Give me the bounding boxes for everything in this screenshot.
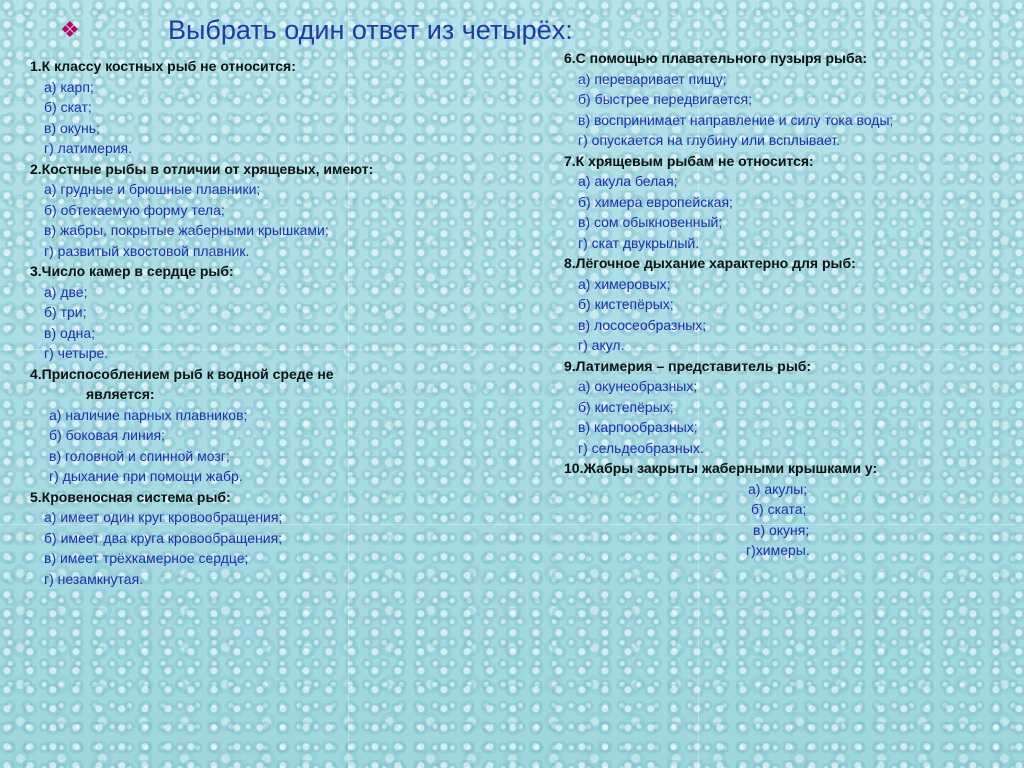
answer-option: г) латимерия. bbox=[44, 140, 133, 156]
answer-option: в) имеет трёхкамерное сердце; bbox=[44, 550, 249, 566]
answer-option: г)химеры. bbox=[746, 542, 810, 558]
question-text bbox=[30, 364, 450, 405]
question-block bbox=[30, 364, 450, 487]
answer-option: б) три; bbox=[44, 304, 87, 320]
answer-option: б) имеет два круга кровообращения; bbox=[44, 529, 283, 546]
question-block bbox=[564, 151, 994, 254]
left-question-column bbox=[30, 56, 450, 589]
answer-option: б) ската; bbox=[751, 501, 807, 517]
answer-option: а) карп; bbox=[44, 78, 94, 95]
question-text: 1.К классу костных рыб не относится: bbox=[30, 58, 296, 74]
answer-option: а) имеет один круг кровообращения; bbox=[44, 509, 283, 525]
answer-option: г) дыхание при помощи жабр. bbox=[49, 468, 243, 484]
question-text: 2.Костные рыбы в отличии от хрящевых, имеют: bbox=[30, 160, 374, 177]
answer-option: г) акул. bbox=[578, 337, 625, 353]
answer-option: б) быстрее передвигается; bbox=[578, 91, 753, 107]
answer-option: в) одна; bbox=[44, 324, 96, 341]
answer-option: в) жабры, покрытые жаберными крышками; bbox=[44, 222, 329, 238]
answer-option: б) боковая линия; bbox=[49, 427, 165, 443]
answer-option: г) опускается на глубину или всплывает. bbox=[578, 132, 841, 148]
answer-option: а) две; bbox=[44, 283, 88, 300]
question-text: 8.Лёгочное дыхание характерно для рыб: bbox=[564, 255, 856, 271]
question-block bbox=[30, 159, 450, 262]
answer-option-list bbox=[564, 479, 994, 561]
answer-option: г) развитый хвостовой плавник. bbox=[44, 242, 250, 259]
question-text: 6.С помощью плавательного пузыря рыба: bbox=[564, 50, 868, 66]
answer-option: а) акулы; bbox=[748, 480, 808, 497]
answer-option: в) карпообразных; bbox=[578, 419, 698, 435]
question-block bbox=[564, 48, 994, 151]
question-text-continuation: является: bbox=[86, 386, 155, 402]
answer-option: в) окуня; bbox=[753, 521, 810, 538]
question-block bbox=[564, 458, 994, 561]
question-text: 9.Латимерия – представитель рыб: bbox=[564, 357, 812, 374]
question-text: 5.Кровеносная система рыб: bbox=[30, 488, 231, 505]
answer-option: б) химера европейская; bbox=[578, 193, 733, 210]
answer-option: б) кистепёрых; bbox=[578, 398, 674, 415]
diamond-bullet-icon: ❖ bbox=[60, 17, 80, 42]
answer-option: б) кистепёрых; bbox=[578, 296, 674, 312]
answer-option: в) лососеобразных; bbox=[578, 316, 707, 333]
question-text-line: 4.Приспособлением рыб к водной среде не bbox=[30, 365, 334, 382]
question-block bbox=[30, 487, 450, 590]
question-block bbox=[564, 253, 994, 356]
answer-option: б) обтекаемую форму тела; bbox=[44, 201, 225, 218]
answer-option: в) окунь; bbox=[44, 119, 100, 136]
answer-option: а) химеровых; bbox=[578, 275, 671, 292]
answer-option: а) наличие парных плавников; bbox=[49, 406, 248, 423]
answer-option: в) сом обыкновенный; bbox=[578, 214, 723, 230]
question-text: 3.Число камер в сердце рыб: bbox=[30, 263, 234, 279]
answer-option: а) окунеобразных; bbox=[578, 378, 698, 394]
answer-option: г) незамкнутая. bbox=[44, 570, 144, 587]
answer-option: г) сельдеобразных. bbox=[578, 439, 704, 456]
question-block bbox=[30, 56, 450, 159]
question-block bbox=[564, 356, 994, 459]
answer-option: а) акула белая; bbox=[578, 173, 678, 189]
answer-option: а) переваривает пищу; bbox=[578, 70, 727, 87]
question-text: 7.К хрящевым рыбам не относится: bbox=[564, 152, 814, 169]
slide-header bbox=[60, 12, 573, 48]
right-question-column bbox=[564, 48, 994, 561]
answer-option: а) грудные и брюшные плавники; bbox=[44, 181, 261, 197]
answer-option: г) скат двукрылый. bbox=[578, 234, 700, 251]
answer-option: в) головной и спинной мозг; bbox=[49, 447, 230, 464]
answer-option: б) скат; bbox=[44, 99, 92, 115]
answer-option: г) четыре. bbox=[44, 345, 109, 361]
question-text: 10.Жабры закрыты жаберными крышками у: bbox=[564, 460, 878, 476]
slide-title: Выбрать один ответ из четырёх: bbox=[168, 14, 573, 45]
question-block bbox=[30, 261, 450, 364]
answer-option: в) воспринимает направление и силу тока воды; bbox=[578, 111, 894, 128]
